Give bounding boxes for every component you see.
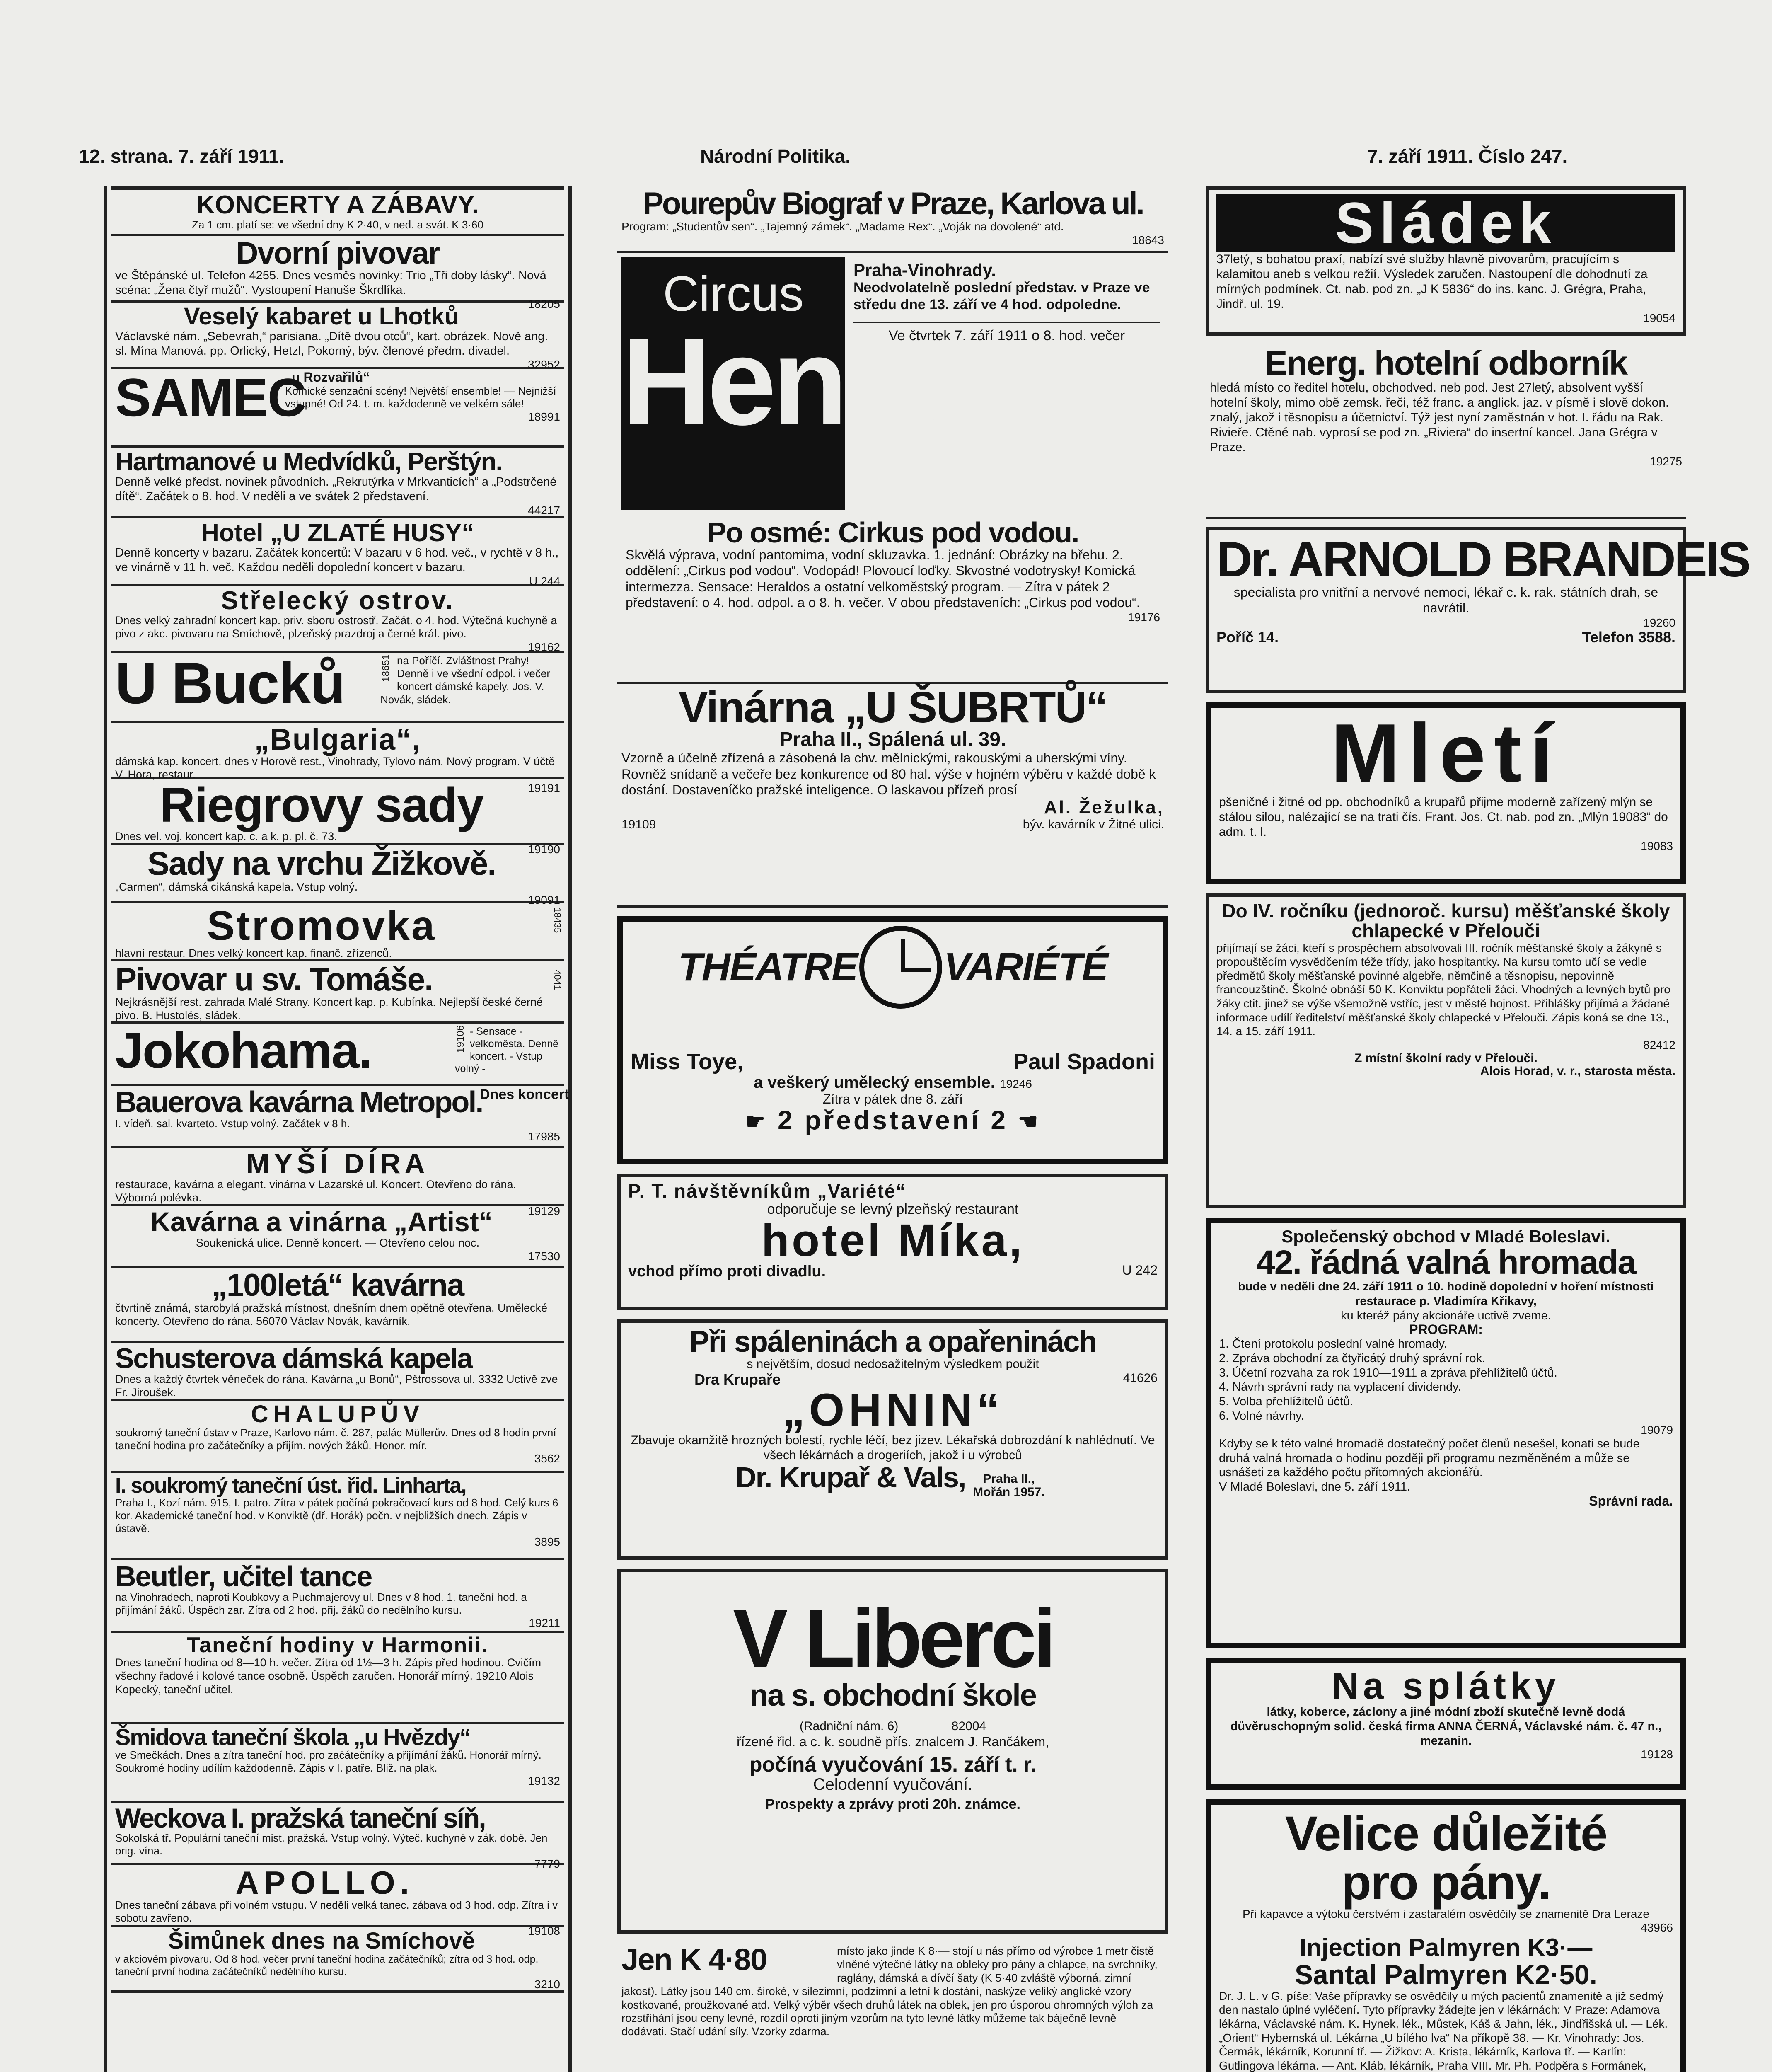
ad-title: Mletí xyxy=(1331,707,1561,799)
ad-stromovka xyxy=(111,903,564,961)
ad-body: Dnes taneční hodina od 8—10 h. večer. Zítra od 1½—3 h. Zápis před hodinou. Cvičím všechny řadové i kolové tance osobně. Úspěch zaručen. Honorář mírný. 19210 Alois Kopecký, taneční učitel. xyxy=(115,1656,542,1696)
ad-title: CHALUPŮV xyxy=(251,1401,425,1428)
ad-title: Energ. hotelní odborník xyxy=(1264,344,1627,382)
ad-body: ve Štěpánské ul. Telefon 4255. Dnes vesměs novinky: Trio „Tři doby lásky“. Nová scéna: „Žena čtyř mužů“. Vystoupení Hanuše Škrdlíka. xyxy=(115,269,546,297)
ad-body: Dnes taneční zábava při volném vstupu. V neděli velká tanec. zábava od 3 hod. odp. Zítra i v sobotu zavřeno. xyxy=(115,1899,558,1924)
ad-number: 19190 xyxy=(528,843,560,856)
ad-signature: Správní rada. xyxy=(1589,1493,1673,1509)
ad-number: 17985 xyxy=(528,1130,560,1143)
school-start: počíná vyučování 15. září t. r. xyxy=(749,1753,1036,1777)
ad-smidova-skola xyxy=(111,1724,564,1803)
ad-title: Sady na vrchu Žižkově. xyxy=(147,845,496,882)
pointing-hand-icon: ☛ xyxy=(745,1109,768,1135)
ad-title: MYŠÍ DÍRA xyxy=(246,1148,429,1179)
ad-title: Schusterova dámská kapela xyxy=(115,1343,472,1374)
ad-body: Praha I., Kozí nám. 915, I. patro. Zítra v pátek počíná pokračovací kurs od 8 hod. Celý kurs 6 kor. Akademické taneční hod. v Konviktě (dř. Horák) počn. v nejbližších dnech. Zápis v ústavě. xyxy=(115,1496,558,1535)
ad-title: Do IV. ročníku (jednoroč. kursu) měšťanské školy chlapecké v Přelouči xyxy=(1222,900,1670,942)
ad-body: restaurace, kavárna a elegant. vinárna v Lazarské ul. Koncert. Otevřeno do rána. Výborná polévka. xyxy=(115,1178,517,1204)
ad-title: Beutler, učitel tance xyxy=(115,1560,372,1593)
ad-number: 18991 xyxy=(528,410,560,423)
ad-simunek xyxy=(111,1927,564,1993)
ad-vinarna-u-subrtu xyxy=(617,684,1168,908)
product-injection: Injection Palmyren K3·— xyxy=(1299,1933,1593,1961)
ad-kabaret-lhotku xyxy=(111,303,564,369)
ad-100leta-kavarna xyxy=(111,1268,564,1343)
ad-body-2: Zbavuje okamžitě hrozných bolestí, rychle léčí, bez jizev. Lékařská dobrozdání k nahlédnutí. Ve všech lékárnách a drogeriích, jakož i u výrobců xyxy=(631,1433,1155,1462)
ad-title: Šimůnek dnes na Smíchově xyxy=(168,1927,475,1953)
ad-hotel-zlate-husy xyxy=(111,518,564,586)
meeting-invitation: ku kteréž pány akcionáře uctivě zveme. xyxy=(1341,1309,1551,1322)
ad-intro: Při kapavce a výtoku čerstvém i zastaralém osvědčily se znamenitě Dra Leraze xyxy=(1243,1907,1649,1920)
circus-notice: Neodvolatelně poslední představ. v Praze ve středu dne 13. září ve 4 hod. odpoledne. xyxy=(853,280,1150,312)
ad-concerts-header xyxy=(111,186,564,236)
ad-body: Václavské nám. „Sebevrah,“ parisiana. „Dítě dvou otců“, kart. obrázek. Nově ang. sl. Mína Manová, pp. Orlický, Hetzl, Pokorný, býv. členové předm. divadel. xyxy=(115,329,548,358)
ad-title: Taneční hodiny v Harmonii. xyxy=(187,1633,488,1657)
ad-body: látky, koberce, záclony a jiné módní zboží skutečně levně dodá důvěruschopným solid. česká firma ANNA ČERNÁ, Václavské nám. č. 47 n., mezanin. xyxy=(1230,1705,1662,1748)
ad-number: 19246 xyxy=(999,1077,1032,1090)
ad-body: Program: „Studentův sen“. „Tajemný zámek“. „Madame Rex“. „Voják na dovolené“ atd. xyxy=(621,220,1064,233)
ad-signature: Alois Horad, v. r., starosta města. xyxy=(1480,1064,1675,1078)
ad-title: Riegrovy sady xyxy=(160,778,483,833)
ad-title: „Bulgaria“, xyxy=(254,723,421,756)
ad-side-note: Dnes koncert xyxy=(480,1087,569,1102)
ad-title: Veselý kabaret u Lhotků xyxy=(184,303,459,330)
ad-title: Dr. ARNOLD BRANDEIS xyxy=(1216,532,1750,587)
section-title: KONCERTY A ZÁBAVY. xyxy=(196,191,479,219)
ad-number: 32952 xyxy=(528,358,560,371)
ad-number: 3210 xyxy=(534,1978,560,1991)
header-newspaper-title: Národní Politika. xyxy=(700,145,851,167)
ad-body: čtvrtině známá, starobylá pražská místnost, dnešním dnem opětně otevřena. Umělecké koncerty. Otevřeno do rána. 56070 Václav Novák, kavárník. xyxy=(115,1302,547,1328)
ad-mleti xyxy=(1206,702,1686,884)
ad-body: Soukenická ulice. Denně koncert. — Otevřeno celou noc. xyxy=(196,1237,480,1249)
ad-title: hotel Míka, xyxy=(761,1215,1025,1266)
column-entertainment xyxy=(104,186,572,2072)
ad-title: Pivovar u sv. Tomáše. xyxy=(115,961,433,997)
performer-2: Paul Spadoni xyxy=(1013,1049,1155,1074)
ad-price: Jen K 4·80 xyxy=(621,1942,767,1977)
ad-body: hledá místo co ředitel hotelu, obchodved. neb pod. Jest 27letý, absolvent vyšší hotelní školy, mimo obě zemsk. řeči, též franc. a anglick. jaz. v písmě i slově dokon. znalý, jakož i těsnopisu a účetnictví. Týž jest nyní zaměstnán v hot. I. řádu na Rak. Rivieře. Ctěné nab. vyprosí se pod zn. „Riviera“ do insertní kancel. Jana Grégra v Praze. xyxy=(1210,381,1669,454)
ad-subtitle: na s. obchodní škole xyxy=(749,1678,1036,1712)
performer-1: Miss Toye, xyxy=(631,1049,744,1074)
column-right-ads xyxy=(1206,186,1750,2072)
ad-body: s největším, dosud nedosažitelným výsledkem použit xyxy=(747,1357,1039,1371)
ad-title: Stromovka xyxy=(207,903,436,949)
circus-place: Praha-Vinohrady. xyxy=(853,260,996,280)
ad-circus-henry xyxy=(617,253,1168,684)
ad-obchodni-skola-liberec xyxy=(617,1569,1168,1934)
ad-number: 19091 xyxy=(528,893,560,907)
ad-heading: Společenský obchod v Mladé Boleslavi. xyxy=(1281,1227,1610,1246)
ad-title: Střelecký ostrov. xyxy=(221,586,454,615)
ad-subtitle: „u Rozvařilů“ xyxy=(285,370,370,385)
variete-ensemble: a veškerý umělecký ensemble. xyxy=(754,1073,995,1092)
header-issue-number: 7. září 1911. Číslo 247. xyxy=(1367,145,1568,167)
ad-number: 19129 xyxy=(528,1204,560,1218)
ad-body: odporučuje se levný plzeňský restaurant xyxy=(767,1201,1019,1218)
ad-number: 7779 xyxy=(534,1857,560,1871)
ad-riegrovy-sady xyxy=(111,778,564,856)
ad-valna-hromada xyxy=(1206,1218,1686,1648)
ad-number: 44217 xyxy=(528,503,560,517)
ad-body: na Vinohradech, naproti Koubkovy a Puchmajerovy ul. Dnes v 8 hod. 1. taneční hod. a přijímání žáků. Úspěch zar. Zítra od 2 hod. přij. žáků do nedělního kursu. xyxy=(115,1591,527,1617)
logo-word-henry: Henry xyxy=(621,312,953,451)
ad-body: v akciovém pivovaru. Od 8 hod. večer první taneční hodina začátečníků; zítra od 3 hod. odp. taneční první hodina začátečníků nedělního kursu. xyxy=(115,1953,539,1978)
ad-title-2: pro pány. xyxy=(1341,1855,1551,1910)
ad-number: 19260 xyxy=(1643,616,1675,629)
ad-number: 19176 xyxy=(1128,610,1160,624)
ad-theatre-variete xyxy=(617,916,1168,1164)
ad-body: Dnes vel. voj. koncert kap. c. a k. p. pl. č. 73. xyxy=(115,830,337,842)
ad-number: 82004 xyxy=(951,1719,986,1733)
ad-title: 42. řádná valná hromada xyxy=(1256,1244,1636,1282)
ad-number: U 242 xyxy=(1122,1263,1158,1278)
ad-title: Na splátky xyxy=(1332,1665,1560,1707)
ad-body: Kdyby se k této valné hromadě dostatečný počet členů nesešel, konati se bude druhá valná hromada o hodinu později při programu nezměněném a může se usnášeti za každého počtu přítomných akcionářů. xyxy=(1219,1437,1640,1479)
meeting-program-heading: PROGRAM: xyxy=(1409,1322,1483,1337)
ad-number: 19128 xyxy=(1641,1748,1673,1761)
ad-number: 19083 xyxy=(1641,840,1673,852)
ad-signature: Al. Žežulka, xyxy=(1044,797,1164,818)
doctor-address: Poříč 14. xyxy=(1216,628,1279,646)
ad-samec xyxy=(111,369,564,448)
ad-body: Sokolská tř. Populární taneční mist. pražská. Vstup volný. Výteč. kuchyně v zák. době. Jen orig. vína. xyxy=(115,1832,548,1857)
ad-sladek xyxy=(1206,186,1686,336)
ad-body: přijímají se žáci, kteří s prospěchem absolvovali III. ročník měšťanské školy a žákyně s propouštěcím vysvědčením téže třídy, jako hospitantky. Na kursu tomto učí se vedle předmětů školy měšťanské povinné algebře, němčině a těsnopisu, nepovinně francouzštině. Školné obnáší 50 K. Konviktu popřáteli žáci. Vhodných a levných bytů pro žáky ctit. jinež se výše všemožně vstříc, jest v městě hojnost. Přihlášky přijímá a žádané informace udílí ředitelství měšťanské školy chlapecké v Přelouči. Zápis koná se dne 13., 14. a 15. září 1911. xyxy=(1216,941,1670,1038)
ad-body: Dr. J. L. v G. píše: Vaše přípravky se osvědčily u mých pacientů znamenitě a již sedmý den nastalo úplné vyléčení. Tyto přípravky žádejte jen v lékárnách: V Praze: Adamova lékárna, Václavské nám. K. Hynek, lék., Můstek, Káš & Jahn, lék., Jindřišská ul. — Lék. „Orient“ Hybernská ul. Lékárna „U bílého lva“ Na příkopě 38. — Kr. Vinohrady: Jos. Čermák, lékárník, Korunní tř. — Žižkov: A. Krista, lékárník, Karlova tř. — Karlín: Gutlingova lékárna. — Ant. Kláb, lékárník, Praha VIII. Mr. Ph. Podpěra s Formánek, xyxy=(1219,1989,1668,2072)
ad-strelecky-ostrov xyxy=(111,586,564,653)
ad-title: Kavárna a vinárna „Artist“ xyxy=(150,1206,493,1237)
ad-title: Vinárna „U ŠUBRTŮ“ xyxy=(679,683,1107,732)
ad-linhart xyxy=(111,1473,564,1560)
ad-body: - Sensace - velkoměsta. Denně koncert. - Vstup volný - xyxy=(455,1026,559,1075)
ad-body: řízené řid. a c. k. soudně přís. znalcem J. Rančákem, xyxy=(736,1734,1049,1749)
newspaper-page xyxy=(79,141,1750,2072)
ad-velice-dulezite xyxy=(1206,1799,1686,2072)
product-santal: Santal Palmyren K2·50. xyxy=(1295,1959,1597,1990)
variete-performances: 2 představení 2 xyxy=(778,1105,1008,1135)
ad-body: Denně velké předst. novinek původních. „Rekrutýrka v Mrkvanticích“ a „Podstrčené dítě“. Začátek o 8. hod. V neděli a ve svátek 2 představení. xyxy=(115,475,557,503)
ad-title: Sládek xyxy=(1216,194,1675,252)
ad-body: soukromý taneční ústav v Praze, Karlovo nám. č. 287, palác Müllerův. Dnes od 8 hodin první taneční hodina pro začátečníky a přijím. nových žáků. Honor. mír. xyxy=(115,1426,556,1452)
section-pricing: Za 1 cm. platí se: ve všední dny K 2·40, v ned. a svát. K 3·60 xyxy=(192,218,483,231)
ad-number: 17530 xyxy=(528,1249,560,1263)
ad-body: hlavní restaur. Dnes velký koncert kap. finanč. zřízenců. xyxy=(115,947,392,959)
ad-title: Dvorní pivovar xyxy=(236,236,440,270)
ad-body: I. vídeň. sal. kvarteto. Vstup volný. Začátek v 8 h. xyxy=(115,1117,350,1130)
ad-number: 18435 xyxy=(552,908,563,933)
ad-doctor: Dra Krupaře xyxy=(694,1371,781,1388)
circus-headline: Po osmé: Cirkus pod vodou. xyxy=(707,516,1079,549)
ad-title: Bauerova kavárna Metropol. xyxy=(115,1086,483,1119)
logo-word-circus: Circus xyxy=(662,266,804,322)
ad-sady-zizkov xyxy=(111,845,564,907)
ad-body: specialista pro vnitřní a nervové nemoci, lékař c. k. rak. státních drah, se navrátil. xyxy=(1233,585,1658,616)
variete-logo xyxy=(631,926,1155,1050)
ad-number: U 244 xyxy=(529,574,560,588)
ad-title: „100letá“ kavárna xyxy=(211,1268,464,1303)
ad-heading: P. T. návštěvníkům „Variété“ xyxy=(628,1180,907,1202)
ad-number: 19211 xyxy=(529,1617,560,1630)
ad-hotel-mika xyxy=(617,1174,1168,1310)
circus-sidebar xyxy=(853,261,1160,344)
ad-title: Šmidova taneční škola „u Hvězdy“ xyxy=(115,1724,471,1750)
ad-number: 4041 xyxy=(552,970,563,990)
ad-body: Komické senzační scény! Největší ensemble! — Nejnižší vstupné! Od 24. t. m. každodenně ve velkém sále! xyxy=(285,384,556,410)
ad-title: APOLLO. xyxy=(235,1864,414,1901)
ad-latky-k480 xyxy=(617,1943,1168,2072)
ad-body: Denně koncerty v bazaru. Začátek koncertů: V bazaru v 6 hod. več., v rychtě v 8 h., ve vinárně v 11 h. več. Každou neděli dopolední koncert v bazaru. xyxy=(115,546,559,574)
ad-title: U Bucků xyxy=(115,651,345,716)
ad-number: 19191 xyxy=(528,781,560,794)
ad-foot: vchod přímo proti divadlu. xyxy=(628,1263,826,1280)
ad-body: místo jako jinde K 8·— stojí u nás přímo od výrobce 1 metr čistě vlněné výtečné látky na obleky pro pány a chlapce, na svrchníky, raglány, dámská a dívčí šaty (K 5·40 zvláště výborná, zimní jakost). Látky jsou 140 cm. široké, v silezimní, podzimní a letní k dostání, naskýze veliký anglické vzory kostkované, proužkované atd. Velký výběr všech druhů látek na oblek, jen pro úsporou ohromných výloh za rozstřihání jsou ceny levné, rozdíl oproti jiným vzorům na tyto levné látky můžeme tak báječně levně dodávati. Stačí udání síly. Vzorky zdarma. xyxy=(621,1945,1158,2038)
ad-kavarna-metropol xyxy=(111,1086,569,1148)
ad-number: 41626 xyxy=(1123,1371,1158,1385)
ad-na-splatky xyxy=(1206,1658,1686,1790)
ad-number: 19109 xyxy=(621,817,656,831)
ad-ohnin xyxy=(617,1319,1168,1560)
ad-title: Jokohama. xyxy=(115,1022,372,1079)
ad-schusterova-kapela xyxy=(111,1343,564,1401)
circus-program xyxy=(626,518,1160,624)
ad-body: Vzorně a účelně zřízená a zásobená la chv. mělnickými, rakouskými a uherskými víny. Rovněž snídaně a večeře bez konkurence od 80 hal. výše v hojném výběru v každé době k dostání. Dostaveníčko pražské inteligence. O laskavou přízeň prosí xyxy=(621,750,1156,798)
logo-word-theatre: THÉATRE xyxy=(678,945,858,989)
ad-hartmanove xyxy=(111,448,564,518)
ad-skola-prelouc xyxy=(1206,893,1686,1208)
ad-number: 19079 xyxy=(1641,1423,1673,1436)
ad-kavarna-artist xyxy=(111,1206,564,1268)
ad-organization: Z místní školní rady v Přelouči. xyxy=(1354,1051,1538,1065)
ad-dvorni-pivovar xyxy=(111,236,564,310)
ad-title: Velice důležité xyxy=(1285,1806,1607,1861)
circus-date: Ve čtvrtek 7. září 1911 o 8. hod. večer xyxy=(853,322,1160,344)
column-middle-ads xyxy=(617,186,1168,2072)
ad-number: 19106 xyxy=(455,1025,466,1053)
ad-title: V Liberci xyxy=(732,1592,1053,1685)
clock-icon xyxy=(859,926,942,1009)
pointing-hand-icon: ☚ xyxy=(1018,1109,1041,1135)
ad-beutler xyxy=(111,1560,564,1633)
ad-hotelni-odbornik xyxy=(1206,345,1686,519)
doctor-phone: Telefon 3588. xyxy=(1582,628,1675,646)
meeting-lead: bude v neděli dne 24. září 1911 o 10. hodině dopolední v hoření místnosti restaurace p. Vladimíra Křikavy, xyxy=(1238,1280,1654,1308)
ad-title: Hartmanové u Medvídků, Perštýn. xyxy=(115,448,502,476)
ad-chaluppuv xyxy=(111,1401,564,1473)
meeting-program-items: 1. Čtení protokolu poslední valné hromady. 2. Zpráva obchodní za čtyřicátý druhý správní rok. 3. Účetní rozvaha za rok 1910—1911 a zpráva přehlížitelů účtů. 4. Návrh správní rady na vyplacení dividendy. 5. Volba přehlížitelů účtů. 6. Volné návrhy. xyxy=(1219,1337,1557,1423)
ad-pivovar-sv-tomase xyxy=(111,961,564,1024)
ad-body: Dnes a každý čtvrtek věneček do rána. Kavárna „u Bonů“, Pštrossova ul. 3332 Uctivě zve Fr. Jiroušek. xyxy=(115,1373,558,1399)
ad-number: 19132 xyxy=(528,1774,560,1788)
ad-maker: Dr. Krupař & Vals, xyxy=(735,1461,966,1493)
circus-body: Skvělá výprava, vodní pantomima, vodní skluzavka. 1. jednání: Obrázky na břehu. 2. oddělení: „Cirkus pod vodou“. Vodopád! Plovoucí loďky. Skvostné vodotrysky! Komická intermezza. Sensace: Heraldos a ostatní velkoměstský program. — Zítra v pátek 2 představení: o 4. hod. odpol. a o 8. h. večer. V obou představeních: „Cirkus pod vodou“. xyxy=(626,547,1140,610)
ad-number: 19054 xyxy=(1643,312,1675,324)
ad-maker-address: Praha II., Mořán 1957. xyxy=(973,1472,1045,1499)
ad-body: dámská kap. koncert. dnes v Horově rest., Vinohrady, Tylovo nám. Nový program. V účtě V. Hora, restaur. xyxy=(115,755,555,781)
ad-body: ve Smečkách. Dnes a zítra taneční hod. pro začátečníky a přijímání žáků. Honorář mírný. Soukromé hodiny udílím každodenně. Zápis v I. patře. Bliž. na plak. xyxy=(115,1749,542,1774)
school-prospectus: Prospekty a zprávy proti 20h. známce. xyxy=(765,1796,1021,1812)
ad-number: 18643 xyxy=(1132,233,1164,247)
ad-number: 18205 xyxy=(528,297,560,310)
ad-body: „Carmen“, dámská cikánská kapela. Vstup volný. xyxy=(115,881,358,893)
ad-title: Pourepův Biograf v Praze, Karlova ul. xyxy=(643,186,1143,221)
ad-subtitle: Praha II., Spálená ul. 39. xyxy=(779,729,1006,750)
variete-date: Zítra v pátek dne 8. září xyxy=(823,1091,963,1106)
ad-number: 19162 xyxy=(528,640,560,654)
ad-number: 82412 xyxy=(1643,1038,1675,1051)
ad-pourepuv-biograf xyxy=(617,186,1168,253)
ad-bulgaria xyxy=(111,723,564,794)
ad-body: Nejkrásnější rest. zahrada Malé Strany. Koncert kap. p. Kubínka. Nejlepší české černé pivo. B. Hustolés, sládek. xyxy=(115,996,543,1022)
ad-mysi-dira xyxy=(111,1148,564,1218)
school-day-info: Celodenní vyučování. xyxy=(813,1775,973,1794)
ad-body: Dnes velký zahradní koncert kap. priv. sboru ostrostř. Začát. o 4. hod. Výtečná kuchyně a pivo z akc. pivovaru na Smíchově, plzeňský prazdroj a černé král. pivo. xyxy=(115,614,557,640)
ad-number: 43966 xyxy=(1641,1921,1673,1934)
ad-jokohama xyxy=(111,1024,564,1086)
ad-number: 19275 xyxy=(1650,455,1682,468)
meeting-date: V Mladé Boleslavi, dne 5. září 1911. xyxy=(1219,1480,1411,1494)
ad-title: Při spáleninách a opařeninách xyxy=(689,1325,1097,1358)
ad-title: Hotel „U ZLATÉ HUSY“ xyxy=(201,519,474,547)
ad-weckova-sin xyxy=(111,1803,564,1871)
ad-title: Weckova I. pražská taneční síň, xyxy=(115,1803,485,1833)
ad-body: pšeničné i žitné od pp. obchodníků a krupařů přijme moderně zařízený mlýn se stálou silou, nalézající se na trati čís. Frant. Jos. Ct. nab. pod zn. „Mlýn 19083“ do adm. t. l. xyxy=(1219,795,1668,839)
logo-word-variete: VARIÉTÉ xyxy=(944,945,1108,989)
ad-harmonie xyxy=(111,1633,564,1724)
ad-number: 3895 xyxy=(534,1535,560,1548)
ad-number: 3562 xyxy=(534,1452,560,1465)
ad-title: SAMEC xyxy=(115,367,306,428)
ad-signature-note: býv. kavárník v Žitné ulici. xyxy=(1023,817,1164,831)
school-address: (Radniční nám. 6) xyxy=(799,1719,899,1733)
ad-product-name: „OHNIN“ xyxy=(782,1384,1004,1435)
ad-u-bucku xyxy=(111,653,564,723)
ad-body: 37letý, s bohatou praxí, nabízí své služby hlavně pivovarům, pracujícím s kalamitou aneb s velkou režií. Výsledek zaručen. Nastoupení dle dohodnutí za mírných podmínek. Ct. nab. pod zn. „J K 5836“ do ins. kanc. J. Grégra, Praha, Jindř. ul. 19. xyxy=(1216,252,1648,311)
ad-number: 18651 xyxy=(380,654,392,682)
running-header xyxy=(79,141,1620,174)
ad-dr-brandeis xyxy=(1206,527,1750,693)
header-page-date: 12. strana. 7. září 1911. xyxy=(79,145,285,167)
ad-body: na Poříčí. Zvláštnost Prahy! Denně i ve všední odpol. i večer koncert dámské kapely. Jos. V. Novák, sládek. xyxy=(380,654,550,706)
ad-number: 19108 xyxy=(528,1924,560,1938)
ad-title: I. soukromý taneční úst. řid. Linharta, xyxy=(115,1474,466,1498)
